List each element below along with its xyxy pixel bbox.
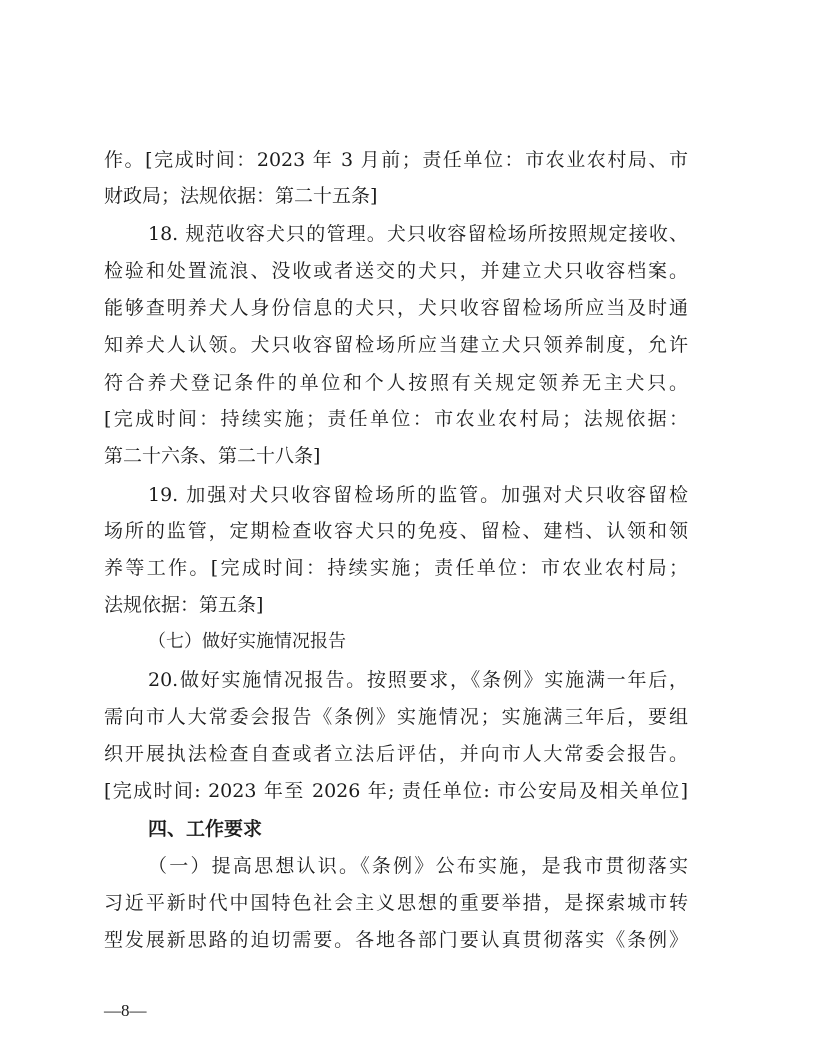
paragraph-line-requirement-1: （一）提高思想认识。《条例》公布实施，是我市贯彻落实: [148, 855, 688, 877]
paragraph-line: 法规依据：第五条]: [104, 594, 264, 616]
paragraph-line: [完成时间: 2023 年至 2026 年; 责任单位: 市公安局及相关单位]: [104, 780, 688, 802]
paragraph-line-item-18: 18. 规范收容犬只的管理。犬只收容留检场所按照规定接收、: [148, 223, 688, 245]
paragraph-line: 符合养犬登记条件的单位和个人按照有关规定领养无主犬只。: [104, 372, 688, 394]
paragraph-line: 需向市人大常委会报告《条例》实施情况；实施满三年后，要组: [104, 706, 688, 728]
page-number: —8—: [104, 1001, 147, 1020]
paragraph-line: 养等工作。[完成时间：持续实施；责任单位：市农业农村局；: [104, 557, 688, 579]
paragraph-line: 第二十六条、第二十八条]: [104, 445, 321, 467]
section-heading-4: 四、工作要求: [148, 818, 263, 840]
paragraph-line: [完成时间：持续实施；责任单位：市农业农村局；法规依据：: [104, 408, 688, 430]
paragraph-line: 知养犬人认领。犬只收容留检场所应当建立犬只领养制度，允许: [104, 334, 688, 356]
paragraph-line: 作。[完成时间：2023 年 3 月前；责任单位：市农业农村局、市: [104, 149, 688, 171]
paragraph-line-item-20: 20.做好实施情况报告。按照要求，《条例》实施满一年后，: [148, 669, 688, 691]
paragraph-line-item-19: 19. 加强对犬只收容留检场所的监管。加强对犬只收容留检: [148, 484, 688, 506]
paragraph-line: 织开展执法检查自查或者立法后评估，并向市人大常委会报告。: [104, 743, 688, 765]
paragraph-line: 型发展新思路的迫切需要。各地各部门要认真贯彻落实《条例》: [104, 929, 688, 951]
section-heading-7: （七）做好实施情况报告: [148, 631, 346, 652]
paragraph-line: 场所的监管，定期检查收容犬只的免疫、留检、建档、认领和领: [104, 520, 688, 542]
paragraph-line: 检验和处置流浪、没收或者送交的犬只，并建立犬只收容档案。: [104, 260, 688, 282]
paragraph-line: 财政局；法规依据：第二十五条]: [104, 185, 378, 207]
paragraph-line: 能够查明养犬人身份信息的犬只，犬只收容留检场所应当及时通: [104, 297, 688, 319]
paragraph-line: 习近平新时代中国特色社会主义思想的重要举措，是探索城市转: [104, 892, 688, 914]
